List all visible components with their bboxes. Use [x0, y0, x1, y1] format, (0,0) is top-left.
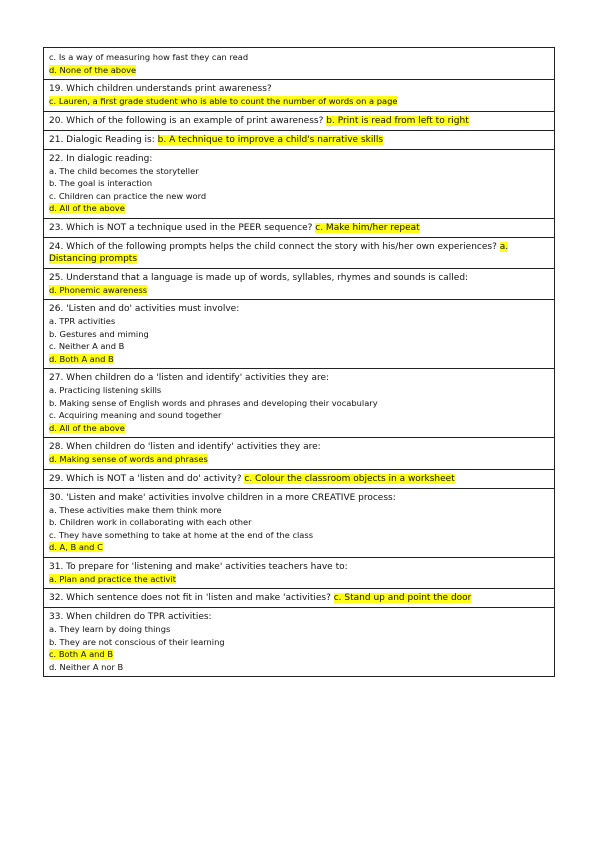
highlighted-answer: a. Distancing prompts: [49, 241, 509, 264]
highlighted-answer: b. Print is read from left to right: [326, 115, 469, 126]
question-text: [49, 441, 548, 453]
question-prompt: 28. When children do 'listen and identify' activities they are:: [49, 442, 321, 452]
question-text: [49, 272, 548, 284]
question-prompt: 33. When children do TPR activities:: [49, 612, 212, 622]
option-text: b. Making sense of English words and phrases and developing their vocabulary: [49, 397, 378, 408]
question-row: [43, 589, 555, 608]
question-prompt: 32. Which sentence does not fit in 'listen and make 'activities?: [49, 593, 331, 603]
option-text: b. The goal is interaction: [49, 178, 153, 188]
option-text: a. TPR activities: [49, 316, 116, 326]
answer-option: [49, 636, 548, 649]
question-text: [49, 303, 548, 315]
highlighted-answer: d. None of the above: [49, 64, 137, 75]
highlighted-answer: d. All of the above: [49, 203, 125, 213]
answer-option: [49, 384, 548, 397]
option-text: c. Is a way of measuring how fast they can read: [49, 52, 249, 62]
question-prompt: 24. Which of the following prompts helps the child connect the story with his/her own experiences?: [49, 241, 497, 252]
question-text: [49, 134, 548, 146]
highlighted-answer: c. Lauren, a first grade student who is able to count the number of words on a page: [49, 96, 398, 106]
option-text: c. Children can practice the new word: [49, 190, 207, 201]
option-text: c. Neither A and B: [49, 341, 125, 351]
answer-option: [49, 284, 548, 297]
highlighted-answer: d. All of the above: [49, 422, 125, 433]
answer-option: [49, 340, 548, 353]
answer-option: [49, 202, 548, 215]
question-prompt: 31. To prepare for 'listening and make' activities teachers have to:: [49, 561, 348, 572]
question-row: [43, 489, 555, 558]
question-prompt: 20. Which of the following is an example of print awareness?: [49, 115, 324, 126]
option-text: d. Neither A nor B: [49, 661, 124, 672]
highlighted-answer: c. Stand up and point the door: [333, 593, 472, 603]
answer-option: [49, 397, 548, 410]
question-text: [49, 611, 548, 623]
question-prompt: 21. Dialogic Reading is:: [49, 134, 155, 145]
option-text: a. They learn by doing things: [49, 624, 171, 634]
option-text: a. Practicing listening skills: [49, 385, 162, 395]
answer-option: [49, 190, 548, 203]
question-row: [43, 558, 555, 590]
question-row: [43, 150, 555, 219]
highlighted-answer: d. Making sense of words and phrases: [49, 454, 208, 464]
question-prompt: 30. 'Listen and make' activities involve children in a more CREATIVE process:: [49, 492, 396, 503]
question-row: [43, 438, 555, 470]
highlighted-answer: c. Make him/her repeat: [315, 222, 420, 233]
answer-option: [49, 529, 548, 542]
answer-option: [49, 573, 548, 586]
option-text: c. Acquiring meaning and sound together: [49, 410, 222, 420]
answer-option: [49, 623, 548, 636]
question-prompt: 27. When children do a 'listen and identify' activities they are:: [49, 373, 330, 383]
question-row: [43, 219, 555, 238]
question-prompt: 19. Which children understands print awareness?: [49, 84, 272, 94]
question-text: [49, 561, 548, 573]
question-row: [43, 300, 555, 369]
question-prompt: 22. In dialogic reading:: [49, 153, 153, 164]
highlighted-answer: a. Plan and practice the activit: [49, 573, 177, 584]
answer-option: [49, 661, 548, 674]
question-text: [49, 222, 548, 234]
answer-option: [49, 64, 548, 77]
question-table: [43, 47, 555, 677]
question-row: [43, 80, 555, 112]
question-text: [49, 241, 548, 265]
option-text: a. The child becomes the storyteller: [49, 165, 199, 176]
answer-option: [49, 453, 548, 466]
answer-option: [49, 51, 548, 64]
highlighted-answer: b. A technique to improve a child's narrative skills: [157, 134, 384, 145]
answer-option: [49, 165, 548, 178]
answer-option: [49, 328, 548, 341]
answer-option: [49, 353, 548, 366]
question-row: [43, 369, 555, 438]
question-row: [43, 131, 555, 150]
question-row: [43, 269, 555, 301]
question-text: [49, 372, 548, 384]
option-text: b. Children work in collaborating with each other: [49, 517, 252, 527]
answer-option: [49, 95, 548, 108]
answer-option: [49, 409, 548, 422]
question-text: [49, 492, 548, 504]
question-row: [43, 470, 555, 489]
highlighted-answer: d. Both A and B: [49, 353, 114, 364]
question-row: [43, 47, 555, 80]
option-text: b. Gestures and miming: [49, 328, 149, 339]
question-text: [49, 592, 548, 604]
answer-option: [49, 504, 548, 517]
question-text: [49, 83, 548, 95]
question-prompt: 25. Understand that a language is made up of words, syllables, rhymes and sounds is called:: [49, 272, 469, 283]
question-row: [43, 112, 555, 131]
highlighted-answer: d. A, B and C: [49, 542, 103, 552]
highlighted-answer: c. Colour the classroom objects in a worksheet: [244, 473, 455, 484]
question-prompt: 23. Which is NOT a technique used in the PEER sequence?: [49, 222, 313, 233]
highlighted-answer: d. Phonemic awareness: [49, 284, 148, 295]
option-text: b. They are not conscious of their learning: [49, 636, 225, 647]
highlighted-answer: c. Both A and B: [49, 649, 114, 659]
question-prompt: 26. 'Listen and do' activities must involve:: [49, 304, 240, 314]
question-text: [49, 473, 548, 485]
question-row: [43, 238, 555, 269]
option-text: c. They have something to take at home at the end of the class: [49, 529, 314, 540]
question-row: [43, 608, 555, 677]
answer-option: [49, 541, 548, 554]
question-text: [49, 115, 548, 127]
option-text: a. These activities make them think more: [49, 504, 222, 515]
answer-option: [49, 177, 548, 190]
question-text: [49, 153, 548, 165]
question-prompt: 29. Which is NOT a 'listen and do' activity?: [49, 473, 242, 484]
answer-option: [49, 422, 548, 435]
answer-option: [49, 516, 548, 529]
answer-option: [49, 315, 548, 328]
answer-option: [49, 648, 548, 661]
